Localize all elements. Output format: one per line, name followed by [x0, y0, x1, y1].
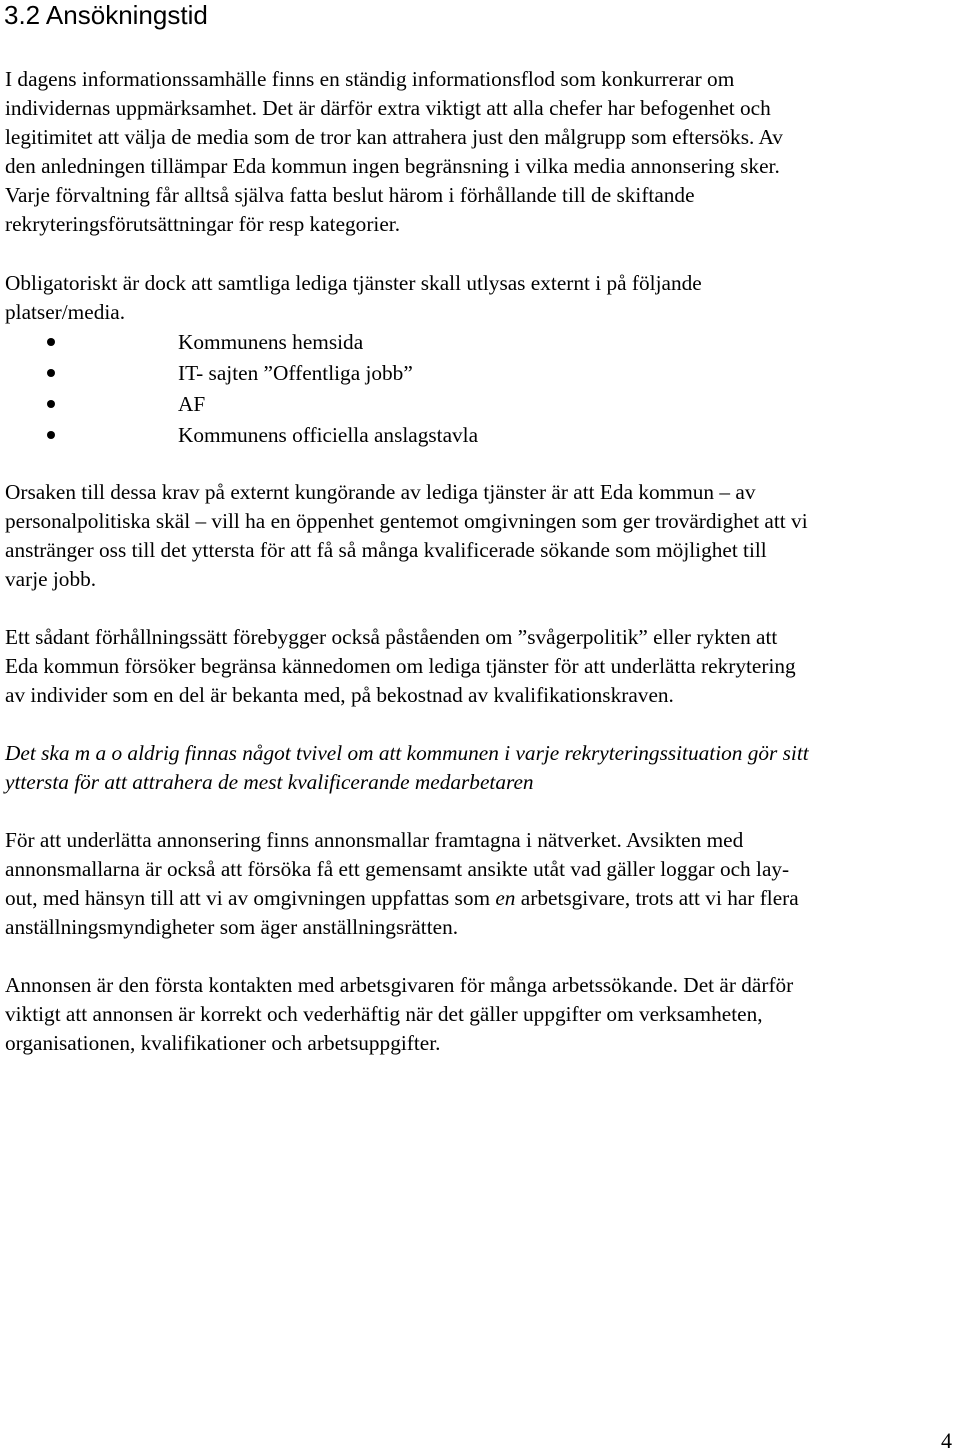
text-line: organisationen, kvalifikationer och arbetsuppgifter. — [5, 1031, 441, 1055]
list-item — [0, 358, 478, 389]
text-line: Ett sådant förhållningssätt förebygger också påståenden om ”svågerpolitik” eller rykten att — [5, 625, 778, 649]
text-line: anställningsmyndigheter som äger anställningsrätten. — [5, 915, 459, 939]
bullet-icon — [47, 431, 55, 439]
text-line: Eda kommun försöker begränsa kännedomen om lediga tjänster för att underlätta rekrytering — [5, 654, 796, 678]
section-heading: 3.2 Ansökningstid — [4, 0, 208, 30]
emphasis-text: en — [495, 886, 516, 910]
list-item-text: IT- sajten ”Offentliga jobb” — [178, 361, 413, 385]
text-line: Annonsen är den första kontakten med arbetsgivaren för många arbetssökande. Det är därför — [5, 973, 794, 997]
paragraph-obligatory — [5, 269, 960, 327]
paragraph-advert — [5, 971, 960, 1058]
media-bullet-list — [0, 327, 478, 451]
text-line: För att underlätta annonsering finns annonsmallar framtagna i nätverket. Avsikten med — [5, 828, 744, 852]
list-item — [0, 389, 478, 420]
text-line: viktigt att annonsen är korrekt och vederhäftig när det gäller uppgifter om verksamheten, — [5, 1002, 763, 1026]
text-line: yttersta för att attrahera de mest kvalificerande medarbetaren — [5, 770, 534, 794]
text-segment: arbetsgivare, trots att vi har flera — [515, 886, 799, 910]
text-line: av individer som en del är bekanta med, på bekostnad av kvalifikationskraven. — [5, 683, 674, 707]
bullet-icon — [47, 400, 55, 408]
list-item — [0, 327, 478, 358]
text-line: legitimitet att välja de media som de tror kan attrahera just den målgrupp som eftersöks. Av — [5, 125, 783, 149]
text-line: den anledningen tillämpar Eda kommun ingen begränsning i vilka media annonsering sker. — [5, 154, 780, 178]
list-item-text: Kommunens hemsida — [178, 330, 364, 354]
text-segment: out, med hänsyn till att vi av omgivningen uppfattas som — [5, 886, 496, 910]
text-line: annonsmallarna är också att försöka få ett gemensamt ansikte utåt vad gäller loggar och lay- — [5, 857, 790, 881]
bullet-icon — [47, 369, 55, 377]
text-line — [5, 884, 960, 913]
list-item-text: AF — [178, 392, 206, 416]
text-line: Orsaken till dessa krav på externt kungörande av lediga tjänster är att Eda kommun – av — [5, 480, 756, 504]
text-line: Varje förvaltning får alltså själva fatta beslut härom i förhållande till de skiftande — [5, 183, 695, 207]
paragraph-intro — [5, 65, 960, 239]
list-item-text: Kommunens officiella anslagstavla — [178, 423, 479, 447]
text-line: anstränger oss till det yttersta för att få så många kvalificerade sökande som möjlighet till — [5, 538, 767, 562]
page-number: 4 — [941, 1428, 952, 1453]
text-line: Det ska m a o aldrig finnas något tvivel om att kommunen i varje rekryteringssituation gör sitt — [5, 741, 809, 765]
text-line: varje jobb. — [5, 567, 97, 591]
text-line: I dagens informationssamhälle finns en ständig informationsflod som konkurrerar om — [5, 67, 735, 91]
paragraph-approach — [5, 623, 960, 710]
text-line: Obligatoriskt är dock att samtliga lediga tjänster skall utlysas externt i på följande — [5, 271, 702, 295]
paragraph-emphasis — [5, 739, 960, 797]
text-line: rekryteringsförutsättningar för resp kategorier. — [5, 212, 401, 236]
bullet-icon — [47, 338, 55, 346]
text-line: personalpolitiska skäl – vill ha en öppenhet gentemot omgivningen som ger trovärdighet att vi — [5, 509, 808, 533]
text-line: individernas uppmärksamhet. Det är därför extra viktigt att alla chefer har befogenhet och — [5, 96, 771, 120]
paragraph-templates — [5, 826, 960, 942]
list-item — [0, 420, 478, 451]
text-line: platser/media. — [5, 300, 126, 324]
paragraph-reasons — [5, 478, 960, 594]
